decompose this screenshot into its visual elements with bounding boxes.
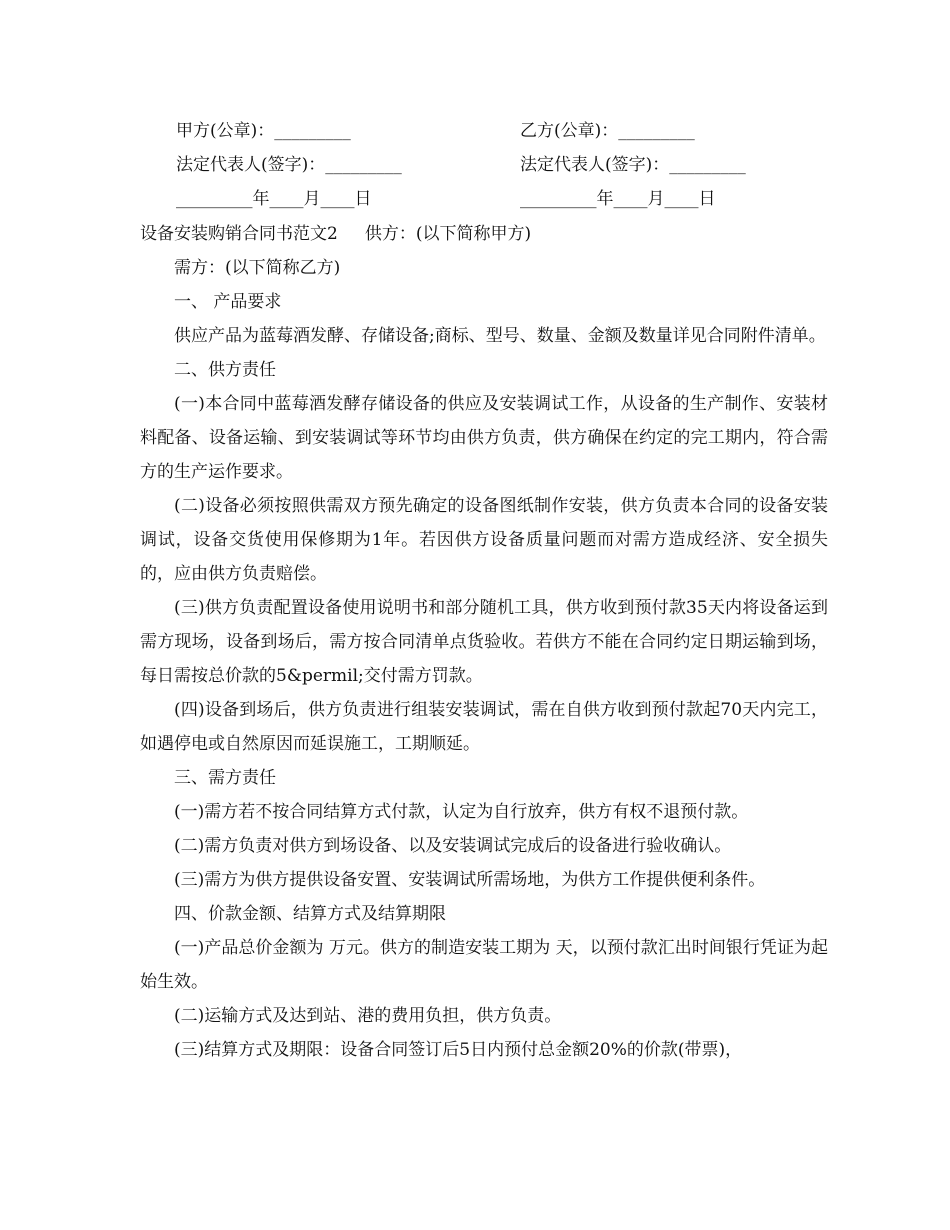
paragraph: (一)产品总价金额为 万元。供方的制造安装工期为 天，以预付款汇出时间银行凭证为起始生效。: [140, 938, 828, 992]
paragraph: (三)结算方式及期限：设备合同签订后5日内预付总金额20%的价款(带票)，: [174, 1040, 743, 1060]
paragraph: (一)需方若不按合同结算方式付款，认定为自行放弃，供方有权不退预付款。: [174, 802, 749, 822]
buyer-line: 需方：(以下简称乙方): [174, 258, 341, 278]
party-a-seal-field: 甲方(公章)：_________: [176, 121, 351, 141]
party-a-date-field: _________年____月____日: [176, 189, 372, 209]
paragraph: 供应产品为蓝莓酒发酵、存储设备;商标、型号、数量、金额及数量详见合同附件清单。: [174, 326, 826, 346]
party-b-seal-field: 乙方(公章)：_________: [520, 121, 695, 141]
paragraph: (二)需方负责对供方到场设备、以及安装调试完成后的设备进行验收确认。: [174, 836, 732, 856]
signature-block: [176, 117, 836, 219]
party-b-date-field: _________年____月____日: [520, 189, 716, 209]
section-heading: 三、需方责任: [174, 768, 276, 788]
section-heading: 二、供方责任: [174, 360, 276, 380]
paragraph: (三)需方为供方提供设备安置、安装调试所需场地，为供方工作提供便利条件。: [174, 870, 766, 890]
document-title-line: 设备安装购销合同书范文2 供方：(以下简称甲方): [140, 224, 532, 244]
section-heading: 一、 产品要求: [174, 292, 282, 312]
paragraph: (二)运输方式及达到站、港的费用负担，供方负责。: [174, 1006, 562, 1026]
party-b-representative-field: 法定代表人(签字)：_________: [520, 155, 746, 175]
paragraph: (三)供方负责配置设备使用说明书和部分随机工具，供方收到预付款35天内将设备运到需方现场，设备到场后，需方按合同清单点货验收。若供方不能在合同约定日期运输到场，每日需按总价款的5&permil;交付需方罚款。: [140, 598, 828, 686]
paragraph: (一)本合同中蓝莓酒发酵存储设备的供应及安装调试工作，从设备的生产制作、安装材料配备、设备运输、到安装调试等环节均由供方负责，供方确保在约定的完工期内，符合需方的生产运作要求。: [140, 394, 828, 482]
signature-row: [176, 151, 836, 185]
paragraph: (四)设备到场后，供方负责进行组装安装调试，需在自供方收到预付款起70天内完工，如遇停电或自然原因而延误施工，工期顺延。: [140, 700, 828, 754]
signature-row: [176, 185, 836, 219]
contract-body: [140, 217, 828, 1067]
signature-row: [176, 117, 836, 151]
paragraph: (二)设备必须按照供需双方预先确定的设备图纸制作安装，供方负责本合同的设备安装调试，设备交货使用保修期为1年。若因供方设备质量问题而对需方造成经济、安全损失的，应由供方负责赔偿。: [140, 496, 828, 584]
party-a-representative-field: 法定代表人(签字)：_________: [176, 155, 402, 175]
section-heading: 四、价款金额、结算方式及结算期限: [174, 904, 446, 924]
